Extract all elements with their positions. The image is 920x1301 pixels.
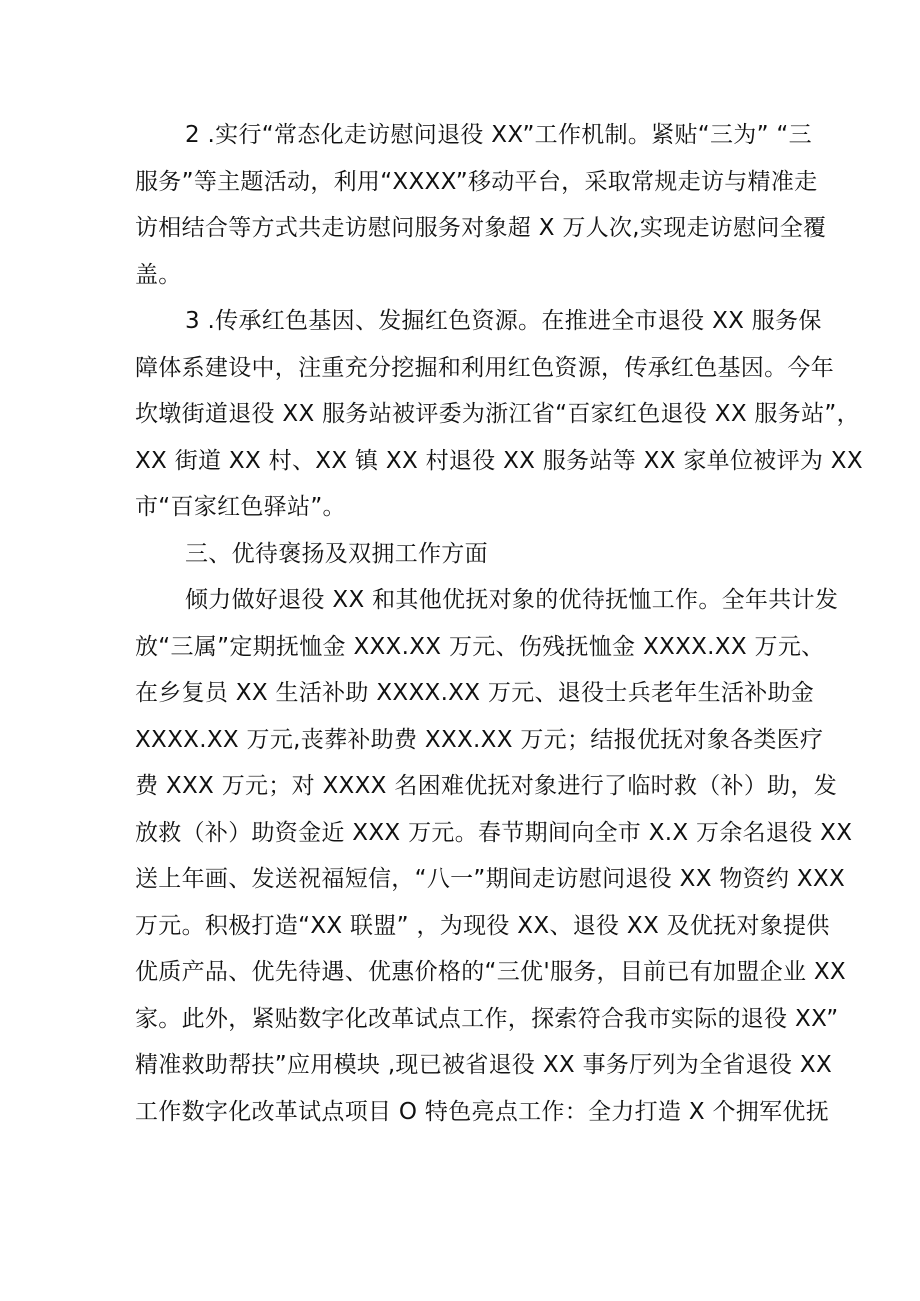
paragraph-item-2 <box>135 112 827 298</box>
text-line: 倾力做好退役 XX 和其他优抚对象的优待抚恤工作。全年共计发 <box>185 587 839 613</box>
text-line: 家。此外，紧贴数字化改革试点工作，探索符合我市实际的退役 XX” <box>135 1005 839 1032</box>
section-3-heading: 三、优待褒扬及双拥工作方面 <box>185 540 488 567</box>
section-heading <box>135 531 790 578</box>
paragraph-section-3-body <box>135 577 853 1135</box>
text-line: 优质产品、优先待遇、优惠价格的“三优'服务，目前已有加盟企业 XX <box>135 959 846 985</box>
text-line: 3 .传承红色基因、发掘红色资源。在推进全市退役 XX 服务保 <box>185 308 822 334</box>
text-line: 坎墩街道退役 XX 服务站被评委为浙江省“百家红色退役 XX 服务站”， <box>135 401 860 427</box>
text-line: 市“百家红色驿站”。 <box>135 494 346 520</box>
text-line: 放救（补）助资金近 XXX 万元。春节期间向全市 X.X 万余名退役 XX <box>135 819 853 846</box>
text-line: 精准救助帮扶”应用模块 ,现已被省退役 XX 事务厅列为全省退役 XX <box>135 1052 832 1078</box>
document-body <box>135 112 863 1135</box>
text-line: 费 XXX 万元；对 XXXX 名困难优抚对象进行了临时救（补）助，发 <box>135 773 838 799</box>
text-line: 服务”等主题活动，利用“XXXX”移动平台，采取常规走访与精准走 <box>135 168 818 195</box>
text-line: 访相结合等方式共走访慰问服务对象超 X 万人次,实现走访慰问全覆 <box>135 215 827 241</box>
text-line: XX 街道 XX 村、XX 镇 XX 村退役 XX 服务站等 XX 家单位被评为 XX <box>135 447 863 474</box>
text-line: 万元。积极打造“XX 联盟” ，为现役 XX、退役 XX 及优抚对象提供 <box>135 912 830 939</box>
text-line: 盖。 <box>135 261 182 288</box>
text-line: 障体系建设中，注重充分挖掘和利用红色资源，传承红色基因。今年 <box>135 354 834 381</box>
text-line: 工作数字化改革试点项目 O 特色亮点工作：全力打造 X 个拥军优抚 <box>135 1098 830 1125</box>
paragraph-item-3 <box>135 298 863 531</box>
text-line: 在乡复员 XX 生活补助 XXXX.XX 万元、退役士兵老年生活补助金 <box>135 680 815 706</box>
text-line: 2 .实行“常态化走访慰问退役 XX”工作机制。紧贴“三为” “三 <box>185 122 812 148</box>
text-line: 送上年画、发送祝福短信，“八一”期间走访慰问退役 XX 物资约 XXX <box>135 866 846 892</box>
text-line: 放“三属”定期抚恤金 XXX.XX 万元、伤残抚恤金 XXXX.XX 万元、 <box>135 633 825 660</box>
text-line: XXXX.XX 万元,丧葬补助费 XXX.XX 万元；结报优抚对象各类医疗 <box>135 726 824 753</box>
